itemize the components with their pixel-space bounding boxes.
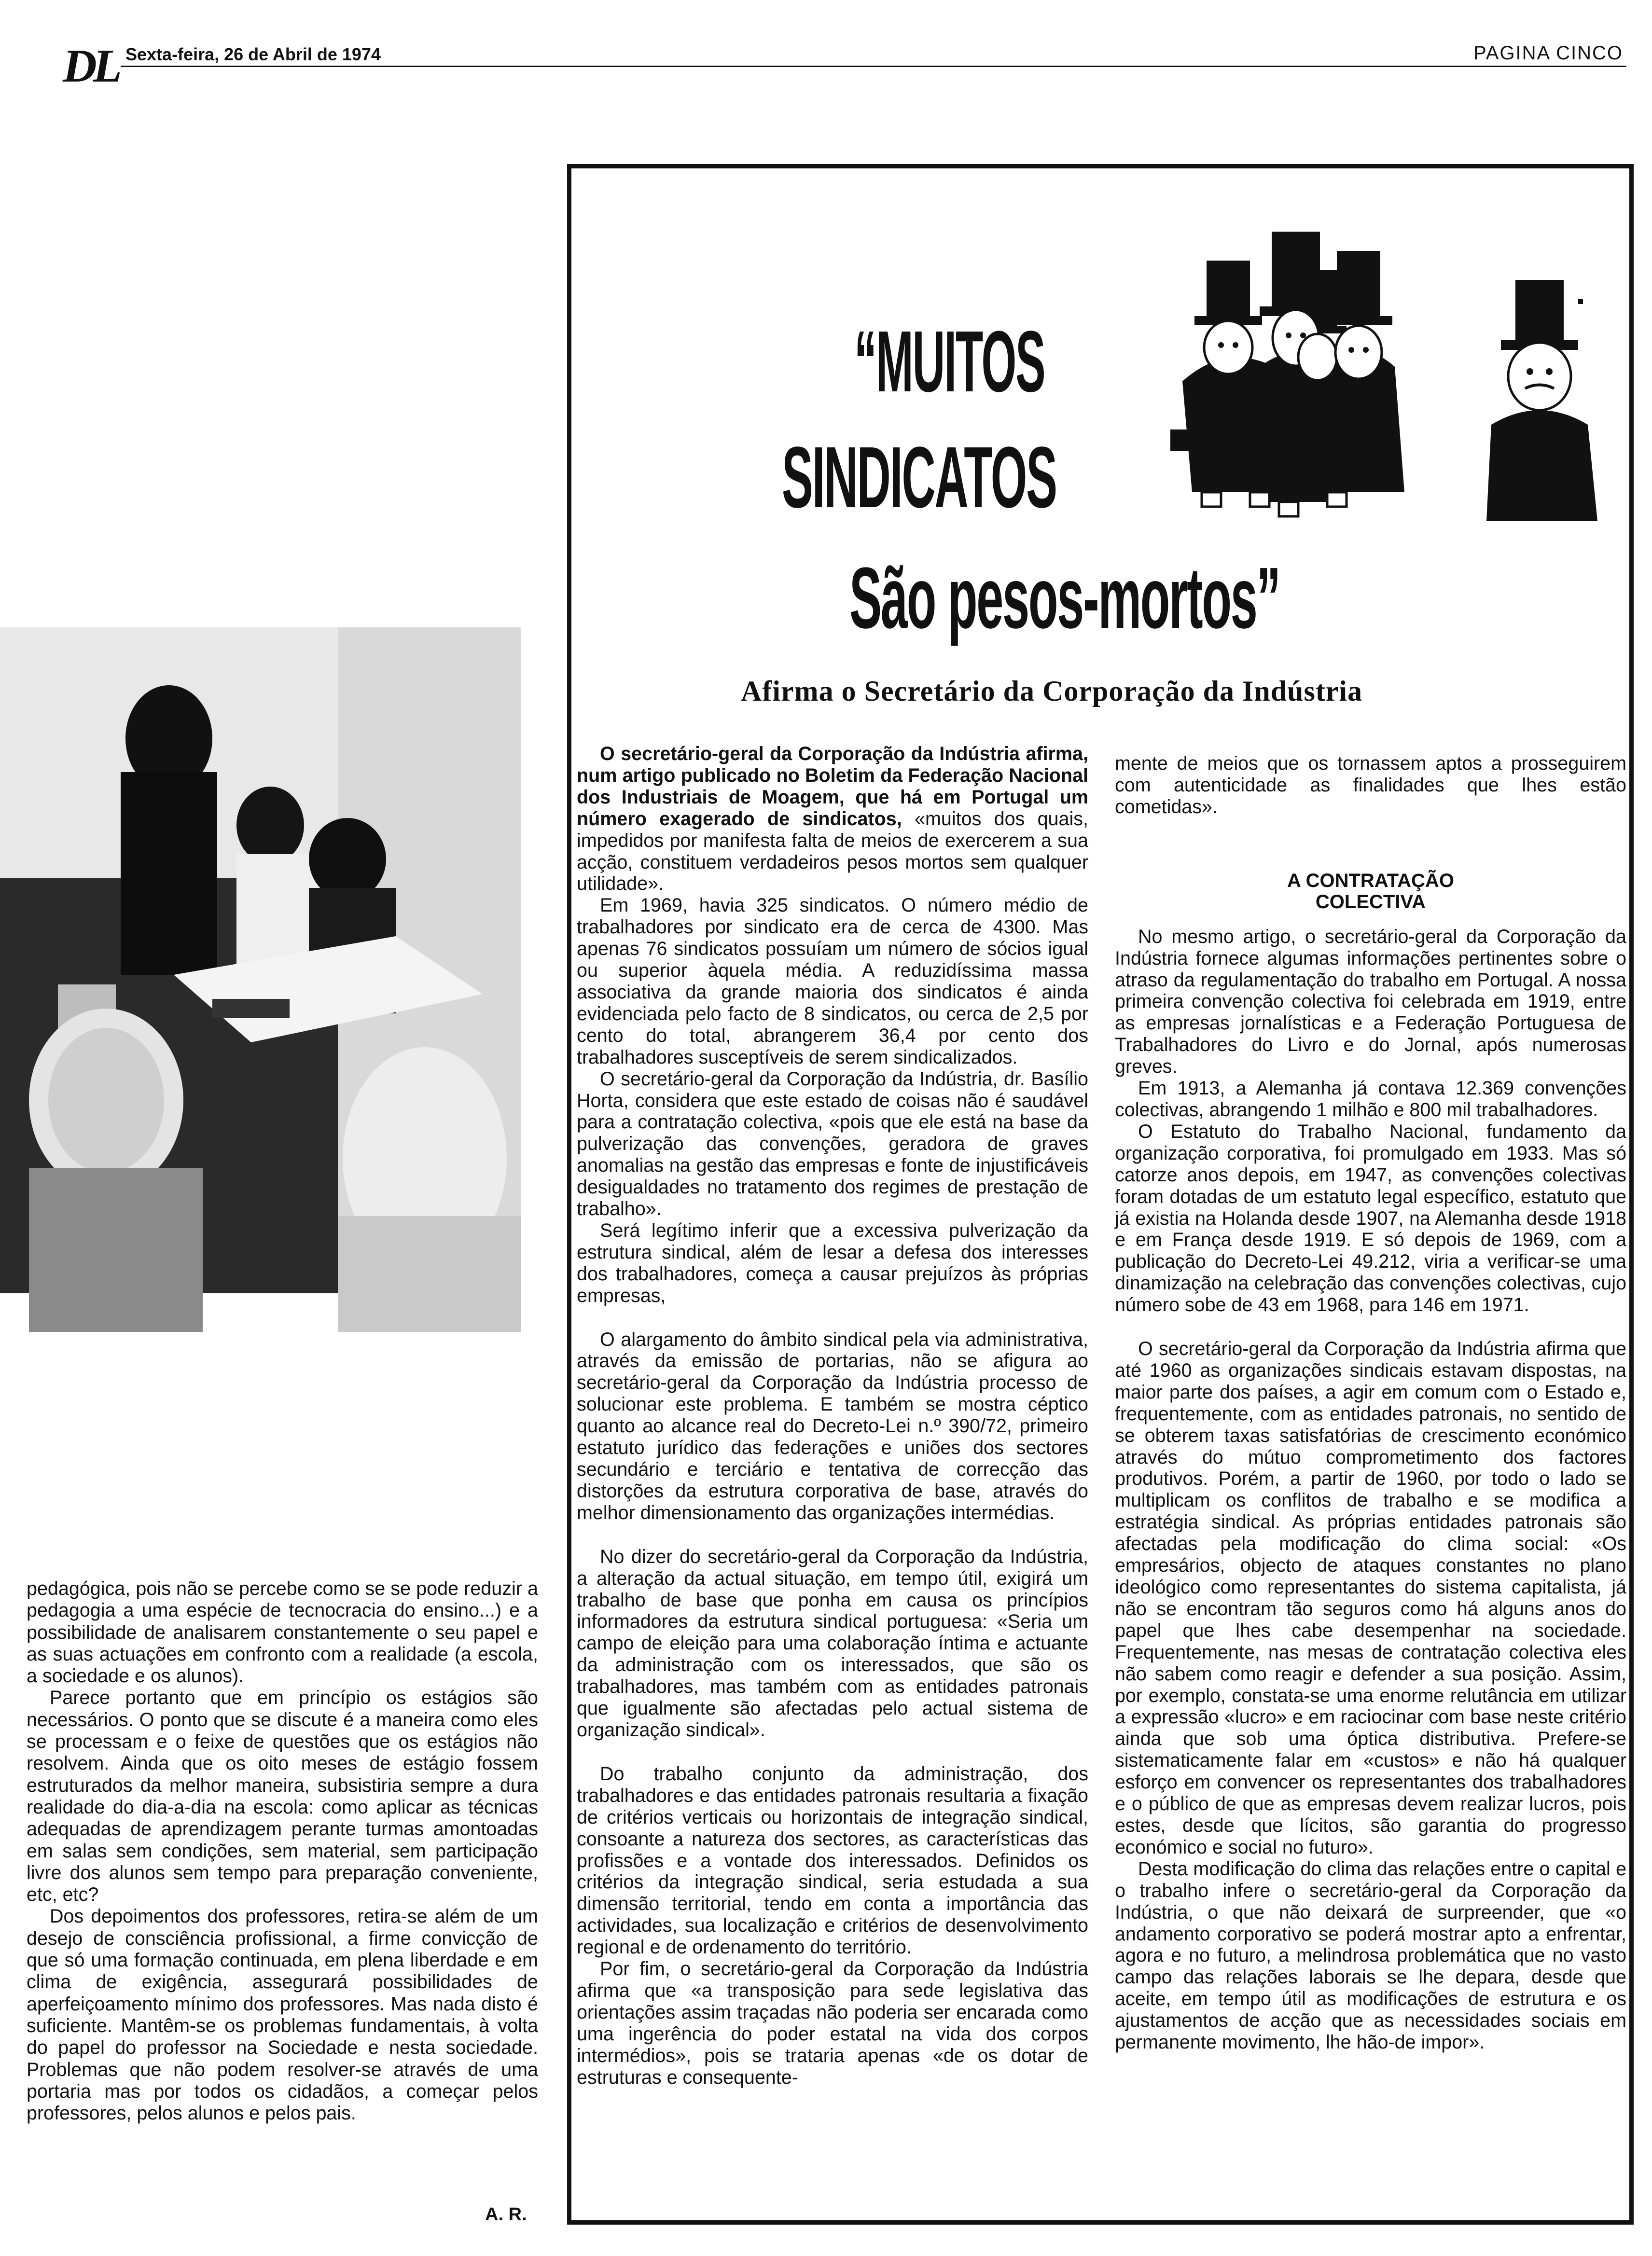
left-column	[27, 1578, 538, 2124]
article-paragraph: Em 1913, a Alemanha já contava 12.369 convenções colectivas, abrangendo 1 milhão e 800 mil trabalhadores.	[1115, 1078, 1626, 1121]
section-heading-line-2: COLECTIVA	[1315, 891, 1426, 913]
left-paragraph: pedagógica, pois não se percebe como se se pode reduzir a pedagogia a uma espécie de tecnocracia do ensino...) e a possibilidade de analisarem constantemente o seu papel e as suas actuações em confronto com a realidade (a escola, a sociedade e os alunos).	[27, 1578, 538, 1687]
article-paragraph: O secretário-geral da Corporação da Indústria afirma que até 1960 as organizações sindicais estavam dispostas, na maior parte dos países, a agir em comum com o Estado e, frequentemente, com as entidades patronais, no sentido de se obterem taxas satisfatórias de crescimento económico através do mútuo comprometimento dos factores produtivos. Porém, a partir de 1960, por todo o lado se multiplicam os conflitos de trabalho e se modifica a estratégia sindical. As próprias entidades patronais são afectadas pela modificação do clima social: «Os empresários, objecto de ataques constantes no plano ideológico como representantes do sistema capitalista, já não se encontram tão seguros como há alguns anos do papel que lhes cabe desempenhar na sociedade. Frequentemente, nas mesas de contratação colectiva eles não sabem como reagir e defender a sua posição. Assim, por exemplo, constata-se uma enorme relutância em utilizar a expressão «lucro» e em raciocinar com base neste critério ainda que sob uma óptica distributiva. Prefere-se sistematicamente falar em «custos» e não há qualquer esforço em convencer os representantes dos trabalhadores e o público de que as empresas devem realizar lucros, pois estes, desde que lícitos, são garantia do progresso económico e social no futuro».	[1115, 1338, 1626, 1858]
headline-line-3: São pesos-mortos”	[849, 550, 1280, 647]
article-paragraph: Será legítimo inferir que a excessiva pulverização da estrutura sindical, além de lesar a defesa dos interesses dos trabalhadores, começa a causar prejuízos às próprias empresas,	[577, 1219, 1088, 1306]
header-rule	[121, 66, 1626, 67]
article-paragraph: O secretário-geral da Corporação da Indústria, dr. Basílio Horta, considera que este estado de coisas não é saudável para a contratação colectiva, «pois que ele está na base da pulverização das convenções, geradora de graves anomalias na gestão das empresas e fonte de injustificáveis desigualdades no tratamento dos regimes de prestação de trabalho».	[577, 1068, 1088, 1220]
article-paragraph: O alargamento do âmbito sindical pela via administrativa, através da emissão de portarias, não se afigura ao secretário-geral da Corporação da Indústria processo de solucionar este problema. E também se mostra céptico quanto ao alcance real do Decreto-Lei n.º 390/72, primeiro estatuto jurídico das federações e uniões dos sectores secundário e terciário e tentativa de correcção das distorções da estrutura corporativa de base, através do melhor dimensionamento das organizações intermédias.	[577, 1329, 1088, 1523]
article-paragraph: mente de meios que os tornassem aptos a prosseguirem com autenticidade as finalidades que lhes estão cometidas».	[1115, 753, 1626, 817]
left-paragraph: Dos depoimentos dos professores, retira-se além de um desejo de consciência profissional, a firme convicção de que só uma formação continuada, em plena liberdade e em clima de exigência, assegurará possibilidades de aperfeiçoamento mínimo dos professores. Mas nada disto é suficiente. Mantêm-se os problemas fundamentais, à volta do papel do professor na Sociedade e nesta sociedade. Problemas que não podem resolver-se através de uma portaria mas por todos os cidadãos, a começar pelos professores, pelos alunos e pelos pais.	[27, 1906, 538, 2124]
article-paragraph: O Estatuto do Trabalho Nacional, fundamento da organização corporativa, foi promulgado em 1933. Mas só catorze anos depois, em 1947, as convenções colectivas foram dotadas de um estatuto legal específico, estatuto que já existia na Holanda desde 1907, na Alemanha desde 1918 e em França desde 1919. E só depois de 1969, com a publicação do Decreto-Lei 49.212, viria a verificar-se uma dinamização na celebração das convenções colectivas, cujo número sobe de 43 em 1968, para 146 em 1971.	[1115, 1121, 1626, 1316]
article-paragraph: No mesmo artigo, o secretário-geral da Corporação da Indústria fornece algumas informações pertinentes sobre o atraso da regulamentação do trabalho em Portugal. A nossa primeira convenção colectiva foi celebrada em 1919, entre as empresas jornalísticas e a Federação Portuguesa de Trabalhadores do Livro e do Jornal, após numerosas greves.	[1115, 926, 1626, 1078]
article-paragraph: No dizer do secretário-geral da Corporação da Indústria, a alteração da actual situação, em tempo útil, exigirá um trabalho de base que ponha em causa os princípios informadores da estrutura sindical portuguesa: «Seria um campo de eleição para uma colaboração íntima e actuante da administração com os interessados, que são os trabalhadores, mas também com as entidades patronais que igualmente são afectadas pelo actual sistema de organização sindical».	[577, 1546, 1088, 1741]
article-column-1	[577, 743, 1088, 2088]
headline-line-2: SINDICATOS	[782, 429, 1056, 526]
section-heading	[1115, 870, 1626, 913]
lead-bold-text: O secretário-geral da Corporação da Indústria afirma, num artigo publicado no Boletim da Federação Nacional dos Industriais de Moagem, que há em Portugal um número exagerado de sindicatos,	[577, 743, 1088, 830]
article-paragraph: Por fim, o secretário-geral da Corporação da Indústria afirma que «a transposição para sede legislativa das orientações assim traçadas não poderia ser encarada como uma ingerência do poder estatal na vida dos corpos intermédios», pois se trataria apenas «de os dotar de estruturas e consequente-	[577, 1958, 1088, 2088]
article-column-2	[1115, 753, 1626, 2053]
section-heading-line-1: A CONTRATAÇÃO	[1287, 870, 1454, 891]
headline-subtitle: Afirma o Secretário da Corporação da Indústria	[741, 675, 1363, 707]
article-paragraph: Em 1969, havia 325 sindicatos. O número médio de trabalhadores por sindicato era de cerca de 4300. Mas apenas 76 sindicatos possuíam um número de sócios igual ou superior àquela média. A reduzidíssima massa associativa da grande maioria dos sindicatos é ainda evidenciada pelo facto de 8 sindicatos, ou cerca de 2,5 por cento do total, abrangerem 36,4 por cento dos trabalhadores susceptíveis de serem sindicalizados.	[577, 895, 1088, 1068]
classroom-photo	[0, 627, 541, 1554]
lead-text: «muitos dos quais, impedidos por manifesta falta de meios de exercerem a sua acção, constituem verdadeiros pesos mortos sem qualquer utilidade».	[577, 808, 1088, 895]
page-label: PAGINA CINCO	[1473, 42, 1623, 64]
article-paragraph: Do trabalho conjunto da administração, dos trabalhadores e das entidades patronais resultaria a fixação de critérios verticais ou horizontais de integração sindical, consoante a natureza dos sectores, as características das profissões e a vontade dos interessados. Definidos os critérios da integração sindical, seria estudada a sua dimensão territorial, tendo em conta a importância das actividades, sua localização e critérios de desenvolvimento regional e de ordenamento do território.	[577, 1763, 1088, 1958]
newspaper-logo: DL	[63, 40, 118, 92]
author-signature: A. R.	[485, 2204, 527, 2225]
issue-date: Sexta-feira, 26 de Abril de 1974	[125, 44, 381, 64]
headline-line-1: “MUITOS	[854, 313, 1045, 410]
article-paragraph: Desta modificação do clima das relações entre o capital e o trabalho infere o secretário-geral da Corporação da Indústria, o que não deixará de surpreender, que «o andamento corporativo se poderá mostrar apto a enfrentar, agora e no futuro, a melindrosa problemática que no vasto campo das relações laborais se lhe depara, desde que aceite, em tempo útil as modificações de estrutura e os ajustamentos de acção que as necessidades sociais em permanente movimento, lhe hão-de impor».	[1115, 1858, 1626, 2053]
left-paragraph: Parece portanto que em princípio os estágios são necessários. O ponto que se discute é a maneira como eles se processam e o feixe de questões que os estágios não resolvem. Ainda que os oito meses de estágio fossem estruturados da melhor maneira, subsistiria sempre a dura realidade do dia-a-dia na escola: como aplicar as técnicas adequadas de aprendizagem perante turmas amontoadas em salas sem condições, sem material, sem participação livre dos alunos sem tempo para preparação conveniente, etc, etc?	[27, 1687, 538, 1906]
